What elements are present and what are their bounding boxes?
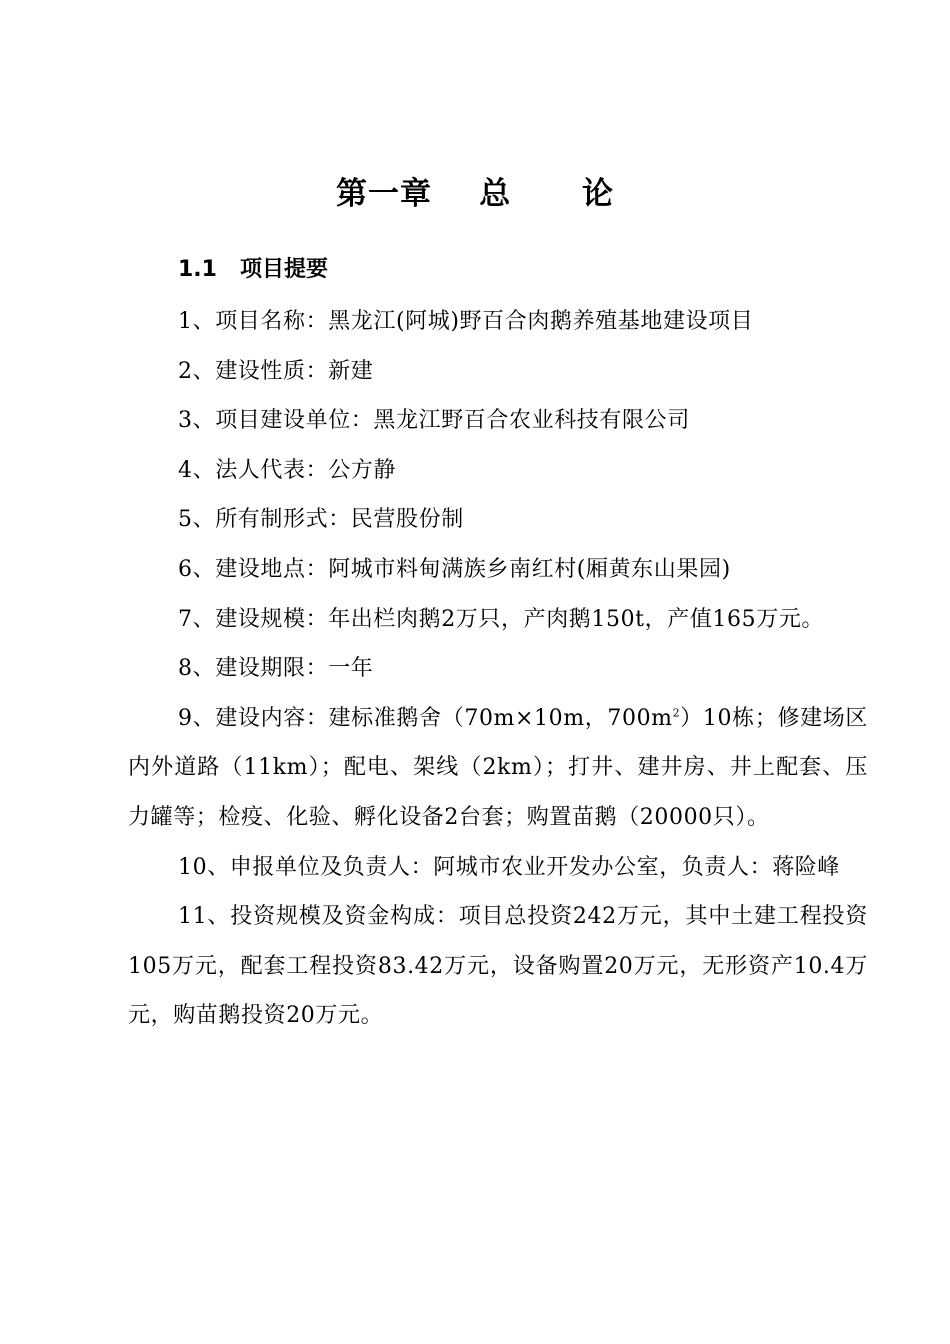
section-title: 1.1 项目提要	[178, 257, 328, 282]
chapter-title: 第一章 总 论	[336, 176, 614, 212]
item-construction-content	[128, 694, 868, 843]
item-construction-period: 8、建设期限：一年	[178, 656, 374, 682]
item-project-name: 1、项目名称：黑龙江(阿城)野百合肉鹅养殖基地建设项目	[178, 309, 754, 334]
item-investment-scale: 11、投资规模及资金构成：项目总投资242万元，其中土建工程投资105万元，配套工程投资83.42万元，设备购置20万元，无形资产10.4万元，购苗鹅投资20万元。	[128, 904, 868, 1029]
item-applicant-unit: 10、申报单位及负责人：阿城市农业开发办公室，负责人：蒋险峰	[178, 854, 840, 880]
construction-content-part-1: 9、建设内容：建标准鹅舍（70m×10m，700m	[178, 705, 673, 731]
item-construction-unit: 3、项目建设单位：黑龙江野百合农业科技有限公司	[178, 408, 690, 434]
item-legal-representative: 4、法人代表：公方静	[178, 457, 396, 483]
project-summary-list	[128, 297, 868, 1041]
construction-content-part-2: ）10栋；修建场区内外道路（11km）；配电、架线（2km）；打井、建井房、井上配套、压力罐等；检疫、化验、孵化设备2台套；购置苗鹅（20000只）。	[128, 705, 868, 830]
item-construction-nature: 2、建设性质：新建	[178, 358, 374, 384]
item-construction-location: 6、建设地点：阿城市料甸满族乡南红村(厢黄东山果园)	[178, 556, 731, 582]
superscript-2: 2	[672, 706, 681, 720]
item-ownership-form: 5、所有制形式：民营股份制	[178, 507, 464, 533]
item-construction-scale: 7、建设规模：年出栏肉鹅2万只，产肉鹅150t，产值165万元。	[178, 606, 825, 632]
